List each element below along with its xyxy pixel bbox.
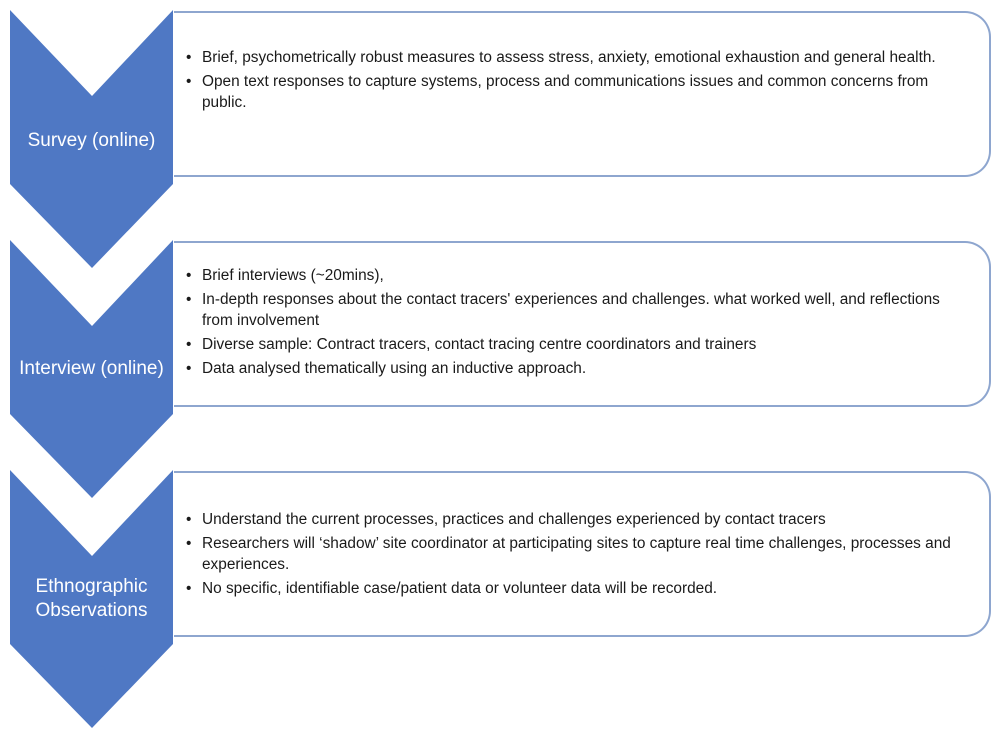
list-item: • Brief, psychometrically robust measures to assess stress, anxiety, emotional exhaustion and general health.: [184, 47, 967, 68]
ethnographic-bullets: [184, 509, 967, 602]
survey-box: [174, 11, 991, 177]
survey-bullets: [184, 47, 967, 116]
list-item: • Diverse sample: Contract tracers, contact tracing centre coordinators and trainers: [184, 334, 967, 355]
stage-label-ethnographic: [10, 575, 173, 623]
list-item: • Researchers will ‘shadow’ site coordinator at participating sites to capture real time challenges, processes and experiences.: [184, 533, 967, 575]
list-item: • Data analysed thematically using an inductive approach.: [184, 358, 967, 379]
list-item: • In-depth responses about the contact tracers' experiences and challenges. what worked well, and reflections from involvement: [184, 289, 967, 331]
stage-label-survey: Survey (online): [27, 130, 156, 151]
interview-bullets: [184, 265, 967, 382]
ethnographic-box: [174, 471, 991, 637]
list-item: • Understand the current processes, practices and challenges experienced by contact tracers: [184, 509, 967, 530]
list-item: • Brief interviews (~20mins),: [184, 265, 967, 286]
list-item: • No specific, identifiable case/patient data or volunteer data will be recorded.: [184, 578, 967, 599]
stage-label-ethnographic-text: Ethnographic Observations: [35, 576, 148, 621]
stage-label-interview: Interview (online): [19, 358, 164, 379]
interview-box: [174, 241, 991, 407]
list-item: • Open text responses to capture systems, process and communications issues and common concerns from public.: [184, 71, 967, 113]
